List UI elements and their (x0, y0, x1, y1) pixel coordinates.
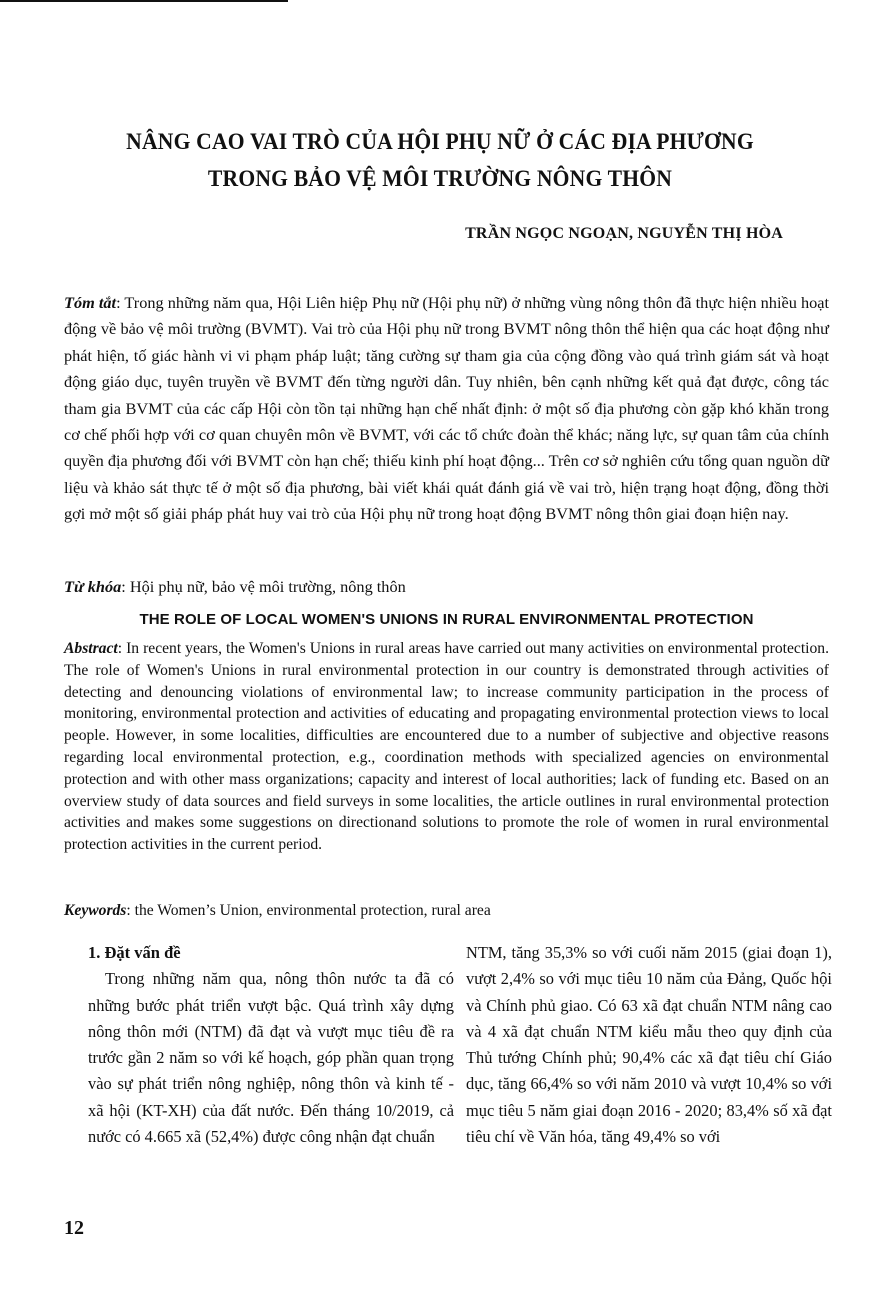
body-column-right (466, 940, 832, 1150)
abstract-vietnamese (64, 290, 829, 528)
body-paragraph-left: Trong những năm qua, nông thôn nước ta đã có những bước phát triển vượt bậc. Quá trình xây dựng nông thôn mới (NTM) đã đạt và vượt mục tiêu đề ra trước gần 2 năm so với kế hoạch, góp phần quan trọng vào sự phát triển nông nghiệp, nông thôn và kinh tế - xã hội (KT-XH) của đất nước. Đến tháng 10/2019, cả nước có 4.665 xã (52,4%) được công nhận đạt chuẩn (88, 969, 454, 1147)
keywords-vietnamese (64, 575, 406, 599)
abstract-vn-label: Tóm tắt (64, 293, 117, 312)
article-title-line-2: TRONG BẢO VỆ MÔI TRƯỜNG NÔNG THÔN (207, 166, 673, 192)
keywords-vn-label: Từ khóa (64, 577, 122, 596)
abstract-english (64, 638, 829, 856)
article-title-line-1: NÂNG CAO VAI TRÒ CỦA HỘI PHỤ NỮ Ở CÁC ĐỊA PHƯƠNG (126, 129, 754, 155)
body-column-left (88, 940, 454, 1150)
keywords-en-text: : the Women’s Union, environmental protection, rural area (126, 902, 491, 919)
keywords-english (64, 900, 491, 922)
section-heading: 1. Đặt vấn đề (88, 943, 181, 962)
header-rule (0, 0, 288, 2)
abstract-en-text: : In recent years, the Women's Unions in rural areas have carried out many activities on environmental protection. The role of Women's Unions in rural environmental protection in our country is demonstrated through activities of detecting and denouncing violations of environmental law; to increase community participation in the process of monitoring, environmental protection and activities of educating and propagating environmental protection views to local people. However, in some localities, difficulties are encountered due to a number of subjective and objective reasons regarding local environmental protection, e.g., coordination methods with specialized agencies on environmental protection and with other mass organizations; capacity and interest of local authorities; lack of funding etc. Based on an overview study of data sources and field surveys in some localities, the article outlines in rural environmental protection activities and makes some suggestions on directionand solutions to promote the role of women in rural environmental protection activities in the current period. (64, 640, 829, 854)
page-number: 12 (64, 1217, 84, 1239)
keywords-en-label: Keywords (64, 902, 127, 919)
article-authors: TRẦN NGỌC NGOẠN, NGUYỄN THỊ HÒA (465, 225, 783, 242)
keywords-vn-text: : Hội phụ nữ, bảo vệ môi trường, nông thôn (121, 577, 406, 596)
english-title: THE ROLE OF LOCAL WOMEN'S UNIONS IN RURAL ENVIRONMENTAL PROTECTION (139, 611, 754, 628)
abstract-en-label: Abstract (64, 640, 118, 657)
body-paragraph-right: NTM, tăng 35,3% so với cuối năm 2015 (giai đoạn 1), vượt 2,4% so với mục tiêu 10 năm của Đảng, Quốc hội và Chính phủ giao. Có 63 xã đạt chuẩn NTM nâng cao và 4 xã đạt chuẩn NTM kiểu mẫu theo quy định của Thủ tướng Chính phủ; 90,4% các xã đạt tiêu chí Giáo dục, tăng 66,4% so với năm 2010 và vượt 10,4% so với mục tiêu 5 năm giai đoạn 2016 - 2020; 83,4% số xã đạt tiêu chí về Văn hóa, tăng 49,4% so với (466, 943, 832, 1147)
abstract-vn-text: : Trong những năm qua, Hội Liên hiệp Phụ nữ (Hội phụ nữ) ở những vùng nông thôn đã thực hiện nhiều hoạt động về bảo vệ môi trường (BVMT). Vai trò của Hội phụ nữ trong BVMT nông thôn thể hiện qua các hoạt động như phát hiện, tố giác hành vi vi phạm pháp luật; tăng cường sự tham gia của cộng đồng vào quá trình giám sát và hoạt động giáo dục, tuyên truyền về BVMT đến từng người dân. Tuy nhiên, bên cạnh những kết quả đạt được, công tác tham gia BVMT của các cấp Hội còn tồn tại những hạn chế nhất định: ở một số địa phương còn gặp khó khăn trong cơ chế phối hợp với cơ quan chuyên môn về BVMT, với các tổ chức đoàn thể khác; năng lực, sự quan tâm của chính quyền địa phương đối với BVMT còn hạn chế; thiếu kinh phí hoạt động... Trên cơ sở nghiên cứu tổng quan nguồn dữ liệu và khảo sát thực tế ở một số địa phương, bài viết khái quát đánh giá về vai trò, hiện trạng hoạt động, đồng thời gợi mở một số giải pháp phát huy vai trò của Hội phụ nữ trong hoạt động BVMT nông thôn giai đoạn hiện nay. (64, 293, 829, 524)
article-title (72, 124, 808, 198)
